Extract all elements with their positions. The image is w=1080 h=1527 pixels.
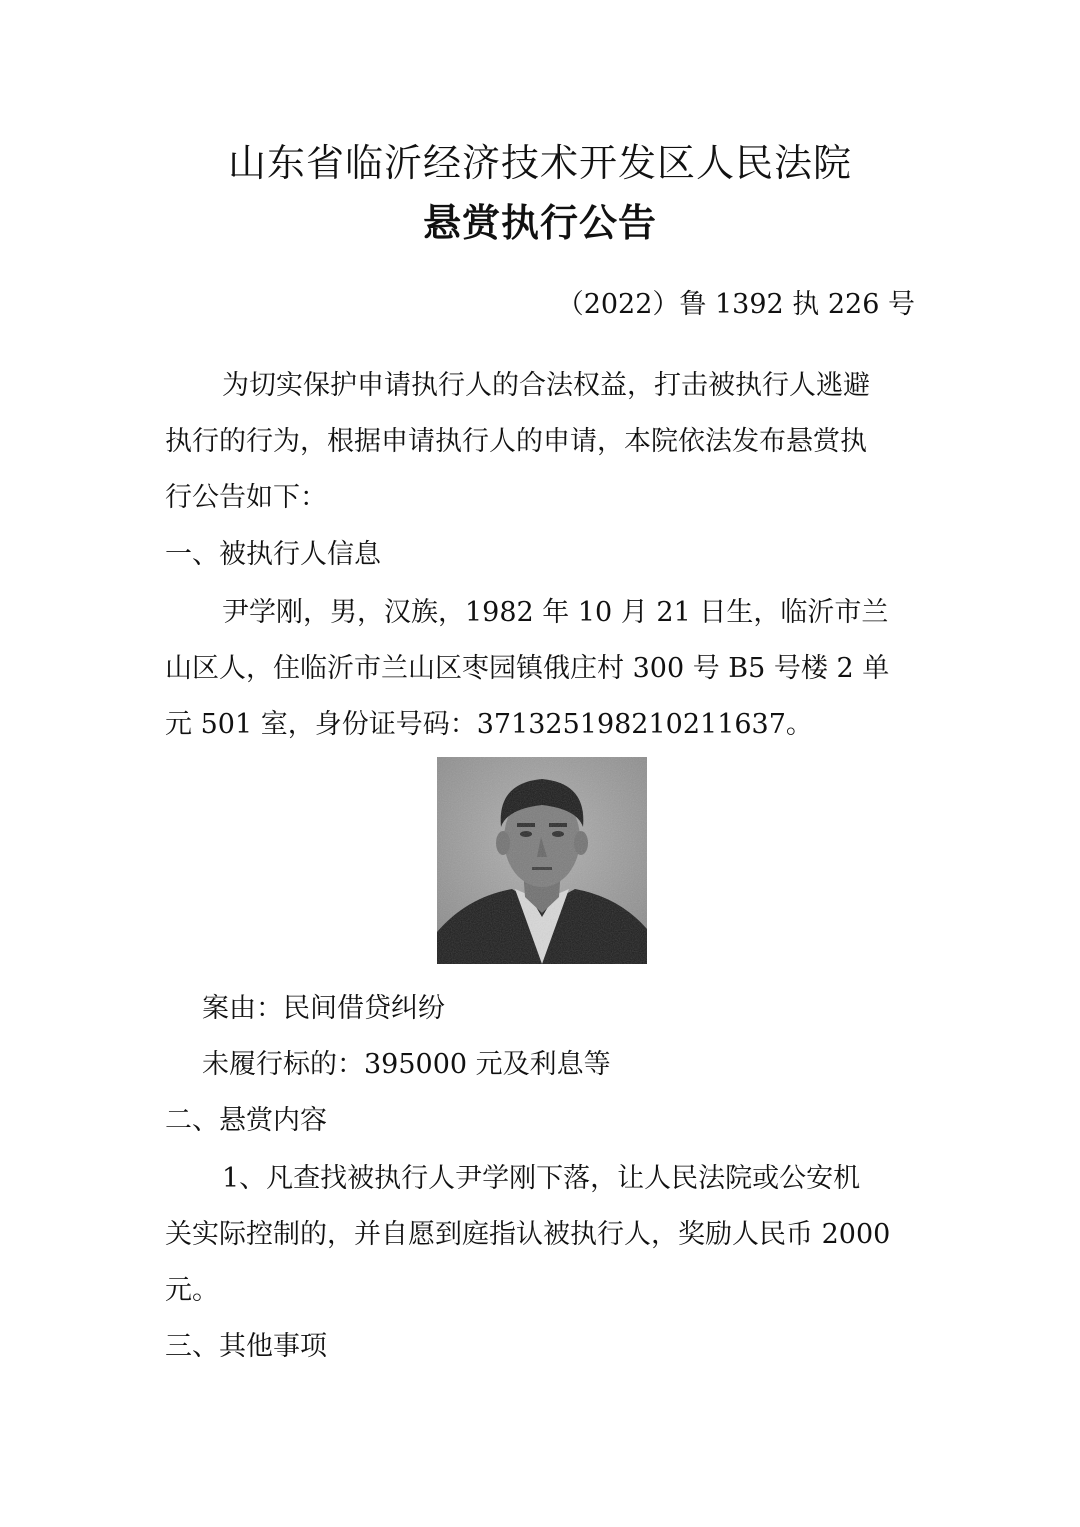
outstanding-amount: 未履行标的：395000 元及利息等 bbox=[202, 1049, 611, 1080]
case-number: （2022）鲁 1392 执 226 号 bbox=[556, 289, 915, 320]
section-1-line-3: 元 501 室，身份证号码：371325198210211637。 bbox=[165, 709, 813, 740]
section-2-line-3: 元。 bbox=[165, 1275, 219, 1306]
intro-line-3: 行公告如下： bbox=[165, 482, 327, 513]
section-1-heading: 一、被执行人信息 bbox=[165, 539, 381, 570]
section-1-line-2: 山区人，住临沂市兰山区枣园镇俄庄村 300 号 B5 号楼 2 单 bbox=[165, 653, 890, 684]
respondent-photo bbox=[437, 757, 647, 964]
intro-line-2: 执行的行为，根据申请执行人的申请，本院依法发布悬赏执 bbox=[165, 426, 867, 457]
section-2-line-1: 1、凡查找被执行人尹学刚下落，让人民法院或公安机 bbox=[222, 1163, 861, 1194]
portrait-image bbox=[437, 757, 647, 964]
court-name: 山东省临沂经济技术开发区人民法院 bbox=[227, 141, 852, 185]
notice-title: 悬赏执行公告 bbox=[422, 200, 657, 245]
section-3-heading: 三、其他事项 bbox=[165, 1331, 327, 1362]
case-cause: 案由：民间借贷纠纷 bbox=[202, 993, 445, 1024]
section-1-line-1: 尹学刚，男，汉族，1982 年 10 月 21 日生，临沂市兰 bbox=[222, 597, 889, 628]
intro-line-1: 为切实保护申请执行人的合法权益，打击被执行人逃避 bbox=[222, 370, 870, 401]
section-2-heading: 二、悬赏内容 bbox=[165, 1105, 327, 1136]
section-2-line-2: 关实际控制的，并自愿到庭指认被执行人，奖励人民币 2000 bbox=[165, 1219, 891, 1250]
